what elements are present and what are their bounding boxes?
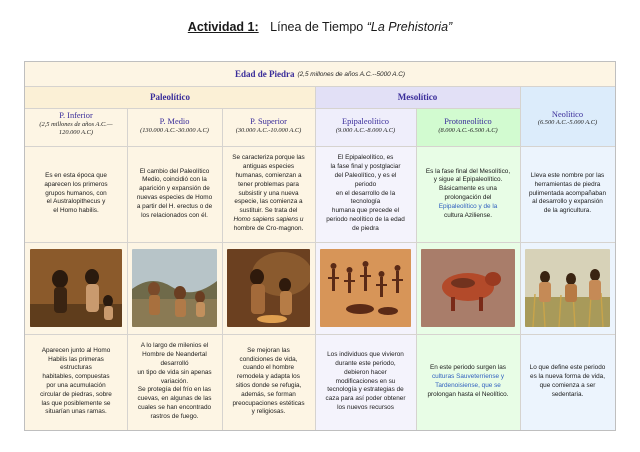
text-line: Los individuos que vivieron — [327, 351, 404, 359]
text-line: los relacionados con él. — [141, 211, 208, 219]
description-cell — [416, 146, 520, 242]
text-line: subsistir y una nueva — [238, 189, 299, 197]
activity-label: Actividad 1: — [187, 20, 259, 34]
hominid-figures-image — [25, 242, 127, 334]
divider — [25, 146, 615, 147]
text-line: por una acumulación — [46, 382, 106, 389]
text-line: herramientas de piedra — [534, 180, 601, 188]
text-line: tecnología y estrategias de — [327, 386, 404, 394]
text-line: preocupaciones estéticas — [232, 399, 305, 407]
text-line: Es la fase final del Mesolítico, — [425, 167, 511, 175]
text-line: variación. — [160, 377, 189, 385]
text-line: En este periodo surgen las — [429, 364, 506, 372]
text-line: modificaciones en su — [335, 377, 396, 385]
period-header — [222, 108, 315, 146]
period-name: P. Medio — [159, 117, 190, 126]
text-line: Se protegía del frío en las — [137, 386, 212, 394]
divider — [416, 108, 417, 430]
description-cell — [127, 146, 222, 242]
divider — [315, 86, 316, 430]
age-header — [25, 62, 615, 86]
text-line: al desarrollo y expansión — [532, 198, 603, 206]
text-line: cuevas, en algunas de las — [137, 395, 212, 403]
period-header — [315, 108, 416, 146]
text-line: Aparecen junto al Homo — [41, 346, 111, 354]
description-cell — [25, 146, 127, 242]
text-line: Lleva este nombre por las — [530, 171, 605, 179]
text-line: humana que precede el — [331, 207, 400, 215]
text-line: los nuevos recursos — [337, 404, 394, 412]
text-line: debieron hacer — [344, 368, 387, 376]
text-line: habitables, compuestas — [42, 373, 110, 381]
age-range: (2,5 millones de años A.C.--5000 A.C) — [297, 70, 406, 78]
text-line: del Paleolítico, y es el — [334, 171, 397, 179]
neolithic-range: (6.500 A.C.-5.000 A.C) — [537, 118, 598, 126]
mesolithic-header — [315, 86, 520, 108]
text-line: de piedra — [352, 224, 379, 232]
cave-painting-hunters-image — [315, 242, 416, 334]
title-emphasis: “La Prehistoria” — [366, 20, 453, 34]
text-line: en el desarrollo de la — [335, 189, 396, 197]
detail-cell — [127, 334, 222, 430]
description-cell — [222, 146, 315, 242]
text-line: periodo neolítico de la edad — [326, 216, 405, 224]
divider — [127, 108, 128, 430]
text-line: Se caracteriza porque las — [232, 154, 305, 162]
text-line: Se mejoran las — [247, 346, 290, 354]
text-line: Lo que define este periodo — [529, 364, 606, 372]
text-line: Medio, coincidió con la — [142, 176, 207, 184]
text-line: aparecen los primeros — [44, 180, 108, 188]
text-line: pulimentada acompañaban — [528, 189, 607, 197]
text-line: Epipaleolítico y de la — [438, 202, 498, 210]
divider — [25, 334, 615, 335]
detail-cell — [222, 334, 315, 430]
text-line: Hombre de Neandertal — [142, 351, 207, 359]
text-line: hombre de Cro-magnon. — [233, 224, 304, 232]
neanderthal-group-image — [127, 242, 222, 334]
period-range: (9.000 A.C.-8.000 A.C) — [335, 127, 396, 134]
text-line: El Epipaleolítico, es — [337, 154, 394, 162]
text-line: culturas Sauveterriense y — [431, 373, 505, 381]
text-line: sustituir. Se trata del — [239, 207, 298, 215]
text-line: el Homo habilis. — [53, 207, 99, 215]
text-line: a partir del H. erectus o de — [136, 202, 213, 210]
text-line: cuales se han encontrado — [137, 404, 212, 412]
text-line: las que posiblemente se — [41, 399, 111, 407]
divider — [25, 108, 520, 109]
paleolithic-label: Paleolítico — [150, 92, 190, 102]
description-cell — [315, 146, 416, 242]
text-line: y sigue al Epipaleolítico. — [433, 176, 503, 184]
text-line: situarían unas ramas. — [45, 408, 107, 416]
description-cell — [520, 146, 615, 242]
mesolithic-label: Mesolítico — [397, 92, 438, 102]
period-name: P. Superior — [250, 117, 287, 126]
text-line: el Australopithecus y — [46, 198, 106, 206]
text-line: prolongan hasta el Neolítico. — [427, 390, 509, 398]
text-line: aparición y expansión de — [139, 185, 210, 193]
text-line: tener problemas para — [238, 180, 299, 188]
period-header — [25, 108, 127, 146]
period-header — [416, 108, 520, 146]
text-line: desarrolló — [160, 359, 189, 367]
period-range: (130.000 A.C.-30.000 A.C) — [140, 127, 209, 134]
text-line: grupos humanos, con — [45, 189, 107, 197]
text-line: antiguas especies — [242, 163, 295, 171]
detail-cell — [25, 334, 127, 430]
period-header — [127, 108, 222, 146]
text-line: especie, las comienza a — [234, 198, 303, 206]
cro-magnon-cave-image — [222, 242, 315, 334]
text-line: periodo — [354, 180, 377, 188]
cave-painting-animal-image — [416, 242, 520, 334]
text-line: circular de piedras, sobre — [40, 390, 112, 398]
period-name: P. Inferior — [59, 111, 93, 120]
text-line: A lo largo de milenios el — [140, 342, 209, 350]
text-line: sitios donde se refugia, — [235, 382, 302, 389]
text-line: que comienza a ser — [539, 382, 596, 389]
text-line: además, se forman — [241, 390, 296, 398]
text-line: un tipo de vida sin apenas — [137, 368, 212, 376]
text-line: humanas, comienzan a — [235, 171, 302, 179]
age-name: Edad de Piedra — [234, 69, 295, 79]
neolithic-header — [520, 86, 615, 146]
text-line: caza para así poder obtener — [325, 395, 406, 403]
text-line: de la agricultura. — [543, 207, 592, 215]
detail-cell — [520, 334, 615, 430]
text-line: la fase final y postglaciar — [330, 163, 401, 171]
text-line: Básicamente es una — [439, 185, 497, 193]
farmers-harvesting-image — [520, 242, 615, 334]
text-line: remodela y adapta los — [237, 373, 300, 381]
period-range: (8.000 A.C.-6.500 A.C) — [438, 127, 498, 134]
text-line: y religiosas. — [251, 408, 286, 416]
text-line: Homo sapiens sapiens u — [233, 216, 304, 224]
divider — [520, 86, 521, 430]
title-text: Línea de Tiempo — [270, 20, 367, 34]
detail-cell — [416, 334, 520, 430]
text-line: tecnología — [350, 198, 381, 206]
divider — [222, 108, 223, 430]
text-line: sedentaria. — [551, 390, 584, 398]
text-line: Es en esta época que — [45, 171, 107, 179]
divider — [25, 86, 615, 87]
divider — [25, 242, 615, 243]
period-range: (30.000 A.C.-10.000 A.C) — [235, 127, 302, 134]
detail-cell — [315, 334, 416, 430]
neolithic-name: Neolítico — [551, 109, 584, 119]
timeline-table — [24, 61, 616, 431]
text-line: Tardenoisiense, que se — [435, 382, 501, 389]
text-line: El cambio del Paleolítico — [139, 167, 210, 175]
text-line: estructuras — [60, 364, 92, 372]
period-range: (2,5 millones de años A.C.—120.000 A.C) — [39, 121, 113, 136]
period-name: Epipaleolítico — [342, 117, 389, 126]
text-line: prolongación del — [444, 194, 492, 201]
period-name: Protoneolítico — [444, 117, 492, 126]
text-line: cuando el hombre — [242, 364, 295, 372]
text-line: condiciones de vida, — [239, 355, 298, 363]
text-line: Habilis las primeras — [48, 355, 104, 363]
text-line: es la nueva forma de vida, — [530, 373, 605, 381]
text-line: rastros de fuego. — [150, 412, 199, 420]
text-line: cultura Aziliense. — [444, 211, 492, 219]
paleolithic-header — [25, 86, 315, 108]
page-title — [0, 20, 640, 34]
text-line: nuevas especies de Homo — [136, 194, 213, 201]
text-line: durante este periodo, — [335, 359, 396, 367]
